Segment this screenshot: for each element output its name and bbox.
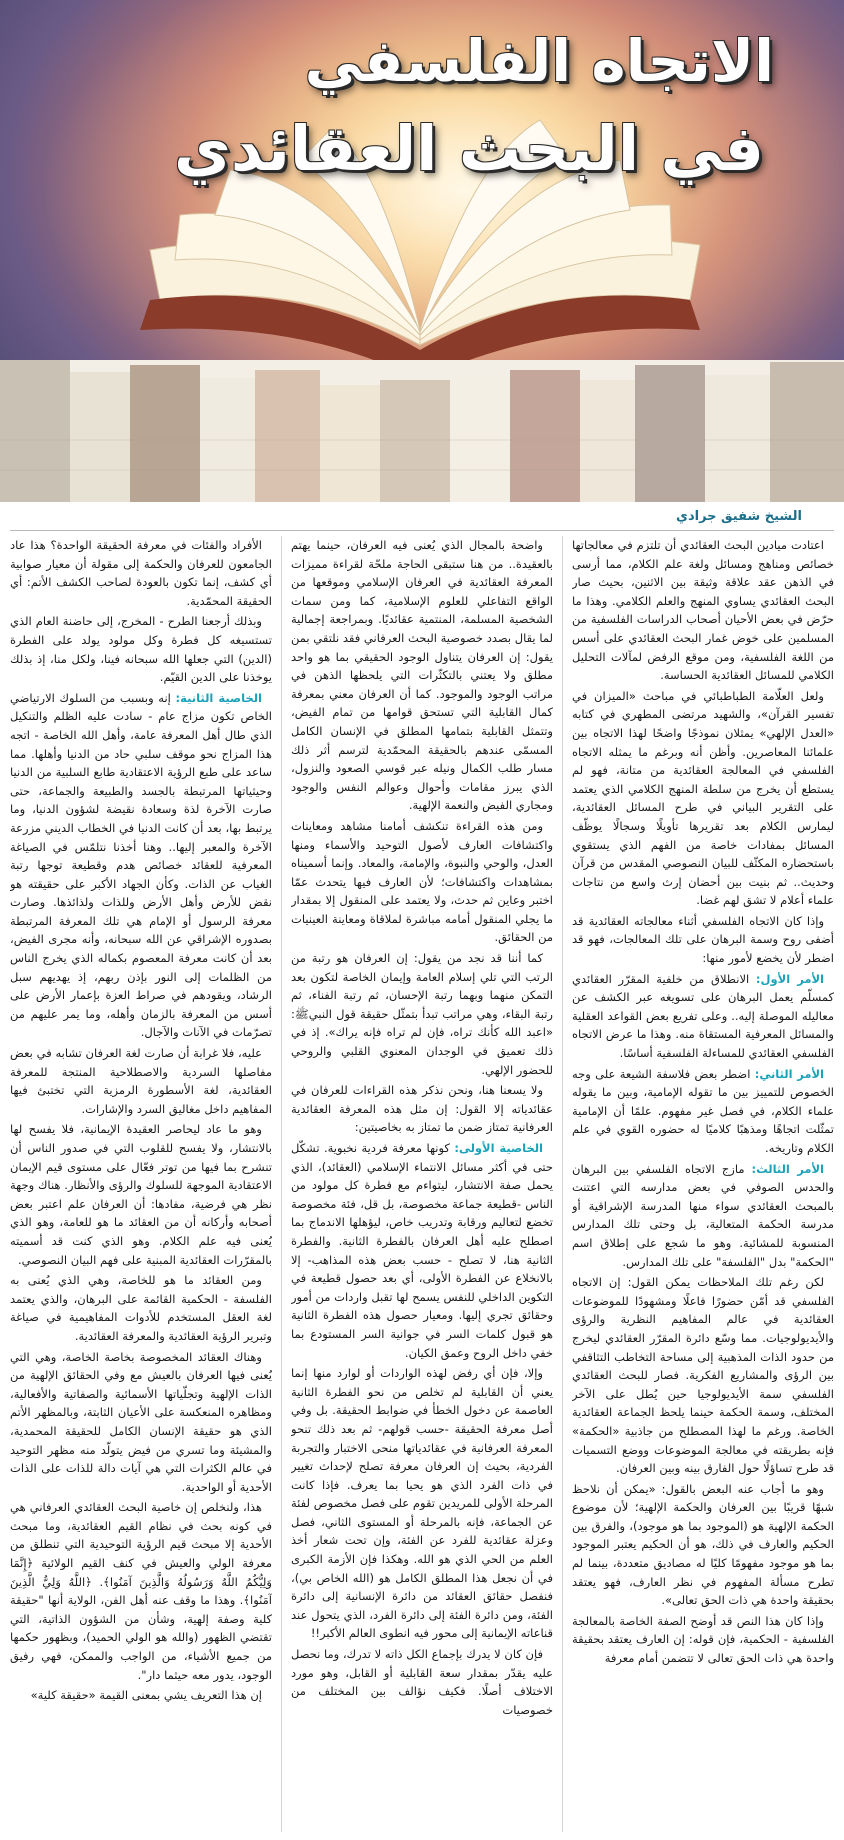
column-left (10, 536, 272, 1832)
paragraph (10, 689, 272, 1042)
paragraph: وبذلك أرجعنا الطرح - المخرج، إلى حاضنة العام الذي تستسيغه كل فطرة وكل مولود يولد على الفطرة (الدين) التي جعلها الله سبحانه فينا، ولكل منا، إذ بذلك يوخذنا على الدين القيّم. (10, 614, 272, 685)
headline-line-2: في البحث العقائدي (174, 112, 764, 185)
paragraph: ومن العقائد ما هو للخاصة، وهي الذي يُعنى به الفلسفة - الحكمية القائمة على البرهان، والذي يعتمد لغة العقل المستخدم للأدوات المفاهيمية في صياغة وتبرير الرؤية العقائدية والمعرفة العقائدية. (10, 1273, 272, 1343)
subheading: الأمر الأول: (755, 971, 824, 986)
paragraph: وهو ما عاد ليحاصر العقيدة الإيمانية، فلا يفسح لها بالانتشار، ولا يفسح للقلوب التي في صدور الناس أن تنشرح بما فيها من توتر فعّال على مستوى قيم الإيمان الاعتقادية الموجهة للسلوك والرؤى والأنظار. هناك وجهة نظر هي فرضية، مفادها: أن العرفان علم اعتبر بعض أصحابه وأركانه أن من العقائد ما هو للعامة، وهو الذي يُعنى فيه علم الكلام. وهو الذي كنت قد أسميته بالمقرّرات العقائدية المبنية على فهم البيان النصوصي. (10, 1122, 272, 1267)
paragraph: الأفراد والفئات في معرفة الحقيقة الواحدة؟ هذا عاد الجامعون للعرفان والحكمة إلى مقولة أن معيار صوابية أي كشف، إنما تكون بالعودة لصاحب الكشف الأتم: أي الحقيقة المحمّدية. (10, 538, 272, 608)
paragraph: وإذا كان الاتجاه الفلسفي أثناء معالجاته العقائدية قد أضفى روح وسمة البرهان على تلك المعالجات، فهو قد اضطر لأن يخضع لأمور منها: (572, 913, 834, 966)
column-divider (281, 536, 282, 1832)
hero-banner (0, 0, 844, 502)
subheading: الخاصية الثانية: (175, 690, 262, 705)
book-spines (0, 360, 844, 502)
paragraph (291, 1139, 553, 1362)
paragraph-text: كونها معرفة فردية نخبوية. تشكّل حتى في أكثر مسائل الانتماء الإسلامي (العقائد)، الذي يحمل صفة الانتشار، ليتواءم مع فطرة كل مولود من الناس -قطيعة جماعة مخصوصة، بل قل، فئة مخصوصة تخضع لتعاليم ورقابة وتدريب خاص، ليؤهلها الاندماج بما اصطلح عليه أهل العرفان بالفطرة الثانية. والفطرة الثانية هنا، لا تصلح - حسب بعض هذه المذاهب- إلا بالانخلاع عن الفطرة الأولى، أي بعد حصول قطيعة في التكوين الداخلي للنفس يسمح لها تقبل واردات من أمور وحقائق تجري إليها. ومعيار حصول هذه الفطرة الثانية هو قبول كلمات السر في جوانية السر المستودع بما خفي داخل الروح وعمق الكيان. (291, 1141, 553, 1360)
paragraph: لكن رغم تلك الملاحظات يمكن القول: إن الاتجاه الفلسفي قد أمّن حضورًا فاعلًا ومشهودًا للموضوعات العقائدية في عالم المفاهيم النظرية والرؤى والأيديولوجيات. مما وسّع دائرة المقرّر العقائدي ليخرج من حدود الذات المذهبية إلى مساحة التخاطب التثاقفي بين الرؤى والمشاريع الفكرية. فصار للبحث العقائدي الفلسفي سمة الأيديولوجيا حين يُطل على الآخر المختلف، وسمة الحكمة حينما يلحظ الجماعة العقائدية الخاصة. ورغم ما لهذا المصطلح من جاذبية «الحكمة» فإنه بطريقته في معالجة الموضوعات ووضع التسميات قد طرح تساؤلًا حول الفارق بينه وبين العرفان. (572, 1275, 834, 1476)
byline-bar (10, 508, 834, 531)
paragraph: عليه، فلا غرابة أن صارت لغة العرفان تشابه في بعض مفاصلها السردية والاصطلاحية المنتجة للمعرفة العقائدية، لغة الأسطورة الرمزية التي تختبئ فيها المفاهيم داخل مغاليق السرد والإشارات. (10, 1046, 272, 1116)
subheading: الأمر الثالث: (751, 1161, 824, 1176)
paragraph: وإذا كان هذا النص قد أوضح الصفة الخاصة بالمعالجة الفلسفية - الحكمية، فإن قوله: إن العارف يعتقد بحقيقة واحدة هي ذات الحق تعالى لا تتضمن أمام معرفة (572, 1613, 834, 1666)
subheading: الأمر الثاني: (754, 1066, 824, 1081)
column-middle (291, 536, 553, 1832)
paragraph-text: إنه وبسبب من السلوك الارتياضي الخاص تكون مزاج عام - سادت عليه الظلم والتنكيل الذي طال أهل المعرفة عامة، وأهل الله الخاصة - اتجه هذا المزاج نحو موقف سلبي حاد من الدنيا وأهلها. مما ساعد على طبع الرؤية الاعتقادية طابع السلبية من الدنيا وحيثياتها المرتبطة بالجسد والطبيعة والجماعة، حتى صارت الآخرة لذة وسعادة نقيضة لشؤون الدنيا، وما يرتبط بها، بعد أن كانت الدنيا في الخطاب الديني مزرعة الآخرة والمعبر إليها.. وهنا أخذنا نتلمّس في الصياغة المعرفية للعقائد خصائص هدم وقطيعة توجها رتبة الغياب عن الذات. وكأن الجهاد الأكبر على حقيقته هو نقض للأرض وأهل الأرض وللذات ولذائذها. وصارت معرفة الرسول أو الإمام هي تلك المعرفة المرتبطة بصدوره الإشراقي عن الله سبحانه، وأنه مجرى الفيض، بعد أن كانت معرفة المعصوم بكماله الذي يخرج الناس من الظلمات إلى النور بإذن ربهم، إذ يهديهم سبل الرشاد، ويقودهم في صراط العزة بإعمار الأرض على أسس من المعرفة بالزمان وأهله، وما يمر عليهم من تصرّمات في الآنات والآجال. (10, 690, 272, 1040)
author-name: الشيخ شفيق جرادي (676, 509, 802, 524)
subheading: الخاصية الأولى: (454, 1141, 544, 1155)
paragraph: ولعل العلّامة الطباطبائي في مباحث «الميزان في تفسير القرآن»، والشهيد مرتضى المطهري في كتابه «العدل الإلهي» يمثلان نموذجًا واضحًا لهذا الاتجاه بين علمائنا المعاصرين. وأظن أنه وبرغم ما يمثله الاتجاه الفلسفي في المعالجة العقائدية من متانة، فهو لم يستطع أن يخرج من سلطة المنهج الكلامي الذي يعتمد على التقرير البياني في طرح المسائل العقائدية، ليمارس الكلام بعد تقريرها تأويلًا وسجالًا يوظّف المسائل بمفادات خاصة من الفهم الذي يستقوي باستحضاره المكثّف للبيان النصوصي المقدس من قرآن وحديث.. ثم بنيت بين أحضان إرث واسع من نتاجات علماء أعلام لا تشق لهم غضا. (572, 688, 834, 908)
paragraph: وهو ما أجاب عنه البعض بالقول: «يمكن أن نلاحظ شبهًا قريبًا بين العرفان والحكمة الإلهية؛ لأن موضوع الحكمة الإلهية هو (الموجود بما هو موجود)، والفرق بين الحكيم والعارف في ذلك، هو أن الحكيم يعتبر الموجود بما هو موجود مفهومًا كليًا له مصاديق متعددة، بينما لم تطرح مسألة المفهوم في نظر العارف، فهو يعتقد بحقيقة واحدة هي ذات الحق تعالى». (572, 1481, 834, 1608)
paragraph (572, 970, 834, 1063)
paragraph: كما أننا قد نجد من يقول: إن العرفان هو رتبة من الرتب التي تلي إسلام العامة وإيمان الخاصة لتكون بعد التمكن منهما وبهما رتبة الإحسان، ثم رتبة الفناء، ثم رتبة البقاء، وهي مراتب تبدأ بتمثّل حقيقة قول النبيﷺ: «اعبد الله كأنك تراه، فإن لم تراه فإنه يراك». إذ في ذلك تعميق في الوجدان المعنوي القلبي والروحي للحضور الإلهي. (291, 951, 553, 1077)
paragraph (572, 1160, 834, 1272)
paragraph: هذا، ولنخلص إن خاصية البحث العقائدي العرفاني هي في كونه بحث في نظام القيم العقائدية، وما مبحث الأحدية إلا مبحث قيم الرؤية التوحيدية التي تنطلق من معرفة الولي والعيش في كنف القيم الولائية ﴿إِنَّمَا وَلِيُّكُمُ اللَّهُ وَرَسُولُهُ وَالَّذِينَ آمَنُوا﴾. ﴿اللَّهُ وَلِيُّ الَّذِينَ آمَنُوا﴾. وهذا ما وقف عنه أهل الفن، الولاية أنها "حقيقة كلية وصفة إلهية، وشأن من الشؤون الذاتية، التي تقتضي الظهور (والله هو الولي الحميد)، وبظهور حكمها من جميع الأشياء، من الواجب والممكن، فهي رفيق الوجود، يدور معه حيثما دار". (10, 1500, 272, 1682)
paragraph: واضحة بالمجال الذي يُعنى فيه العرفان، حينما يهتم بالعقيدة.. من هنا ستبقى الحاجة ملحّة لقراءة مميزات المعرفة العقائدية في العرفان الإسلامي وموقعها من الواقع التفاعلي للعلوم الإسلامية، كما ومن سمات الشخصية المسلمة، المنتمية عقائديًا. وبمراجعة إجمالية لما يقال بصدد خصوصية البحث العرفاني فقد نلتقي بمن يقول: إن العرفان يتناول الوجود الحقيقي بما هو واحد مطلق ولا يعتني بالتكثّرات التي يلحظها الذهن في مراتب الوجود والموجود. كما أن العرفان معني بمعرفة كمال القابلية التي تستحق قوامها من تمام الفيض، وتتمثل القابلية بتمامها المطلق في الإنسان الكامل المسمّى عندهم بالحقيقة المحمّدية لترسم أثر ذلك مسار طلب الكمال ونيله عبر قوسي الصعود والنزول، الذي يبرز مقامات وأحوال وعوالم النفس والوجود ومجاري الفيض والنعمة الإلهية. (291, 538, 553, 813)
paragraph: فإن كان لا يدرك بإجماع الكل ذاته لا تدرك، وما نحصل عليه يقدّر بمقدار سعة القابلية أو القابل، وهو مورد الاختلاف أصلًا. فكيف نؤالف بين المختلف من خصوصيات (291, 1647, 553, 1717)
paragraph: ومن هذه القراءة تنكشف أمامنا مشاهد ومعاينات واكتشافات العارف لأصول التوحيد والأسماء ومنها العدل، والوحي والنبوة، والإمامة، والمعاد. وإنما أسميناه بمشاهدات واكتشافات؛ لأن العارف فيها يتحدث عمّا اختبر وعاين ثم حدث، ولا يعتمد على المنقول إلا بمقدار ما يجلي المنقول أمامه مباشرة لملاقاة ومعاينة العينيات من الحقائق. (291, 818, 553, 945)
column-divider (562, 536, 563, 1832)
paragraph: إن هذا التعريف يشي بمعنى القيمة «حقيقة كلية» (30, 1688, 262, 1703)
headline-line-1: الاتجاه الفلسفي (304, 27, 774, 95)
column-right (572, 536, 834, 1832)
paragraph-text: مازج الاتجاه الفلسفي بين البرهان والحدس الصوفي في بعض مدارسه التي اعتنت بالمبحث العقائدي سواء منها المدرسة الإشراقية أو مدرسة الحكمة المتعالية، بل وحتى تلك المدارس المنسوبة للمشائية. وهو ما شجع على إطلاق اسم "الحكمة" بدل "الفلسفة" على تلك المدارس. (572, 1161, 834, 1269)
paragraph-text: الانطلاق من خلفية المقرّر العقائدي كمسلّم يعمل البرهان على تسويغه عبر الكشف عن معاليله الموصلة إليه.. وعلى تفريع بعض القواعد العقلية والمسائل المعرفية المستقاة منه. وهذا ما عرض الاتجاه الفلسفي العقائدي للمساءلة الفلسفية أساسًا. (572, 971, 834, 1061)
paragraph: وإلا، فإن أي رفض لهذه الواردات أو لوارد منها إنما يعني أن القابلية لم تخلص من نحو الفطرة الثانية العاصمة عن دخول الخطأ في ضوابط الحقيقة. بل وفي أصل معرفة الحقيقة -حسب قولهم- ثم بعد ذلك تنحو المعرفة العرفانية في عقائدياتها منحى الاختبار والتجربة الفردية، بحيث إن العرفان معرفة تصلح لإحداث تغيير في ذات الفرد الذي هو يحيا بما يعرف. فإذا كانت المرحلة الأولى للمريدين تقوم على فصل مخصوص لفئة عن الجماعة، فإنه بالمرحلة أو المستوى الثاني، فصل وعزلة عقائدية للفرد عن الفئة، وإن تحت شعار أخذ العلم من الحي الذي هو الله. وهكذا فإن الأزمة الكبرى في أن نجعل هذا المطلق الكامل هو (الله الخاص بي)، فنفصل حقائق العقائد من دائرة الإنسانية إلى دائرة الفئة، ومن دائرة الفئة إلى دائرة الفرد، الذي يتحول عند قناعاته الإيمانية إلى محور فيه انطوى العالم الأكبر!! (291, 1366, 553, 1641)
paragraph-text: اضطر بعض فلاسفة الشيعة على وجه الخصوص للتمييز بين ما تقوله الإمامية، وبين ما يقوله علماء الكلام، في فصل غير مفهوم. علمًا أن الإمامية تمثّلت اتجاهًا ومذهبًا كلاميًا له حضوره القوي في علم الكلام وتاريخه. (572, 1066, 834, 1155)
paragraph: اعتادت ميادين البحث العقائدي أن تلتزم في معالجاتها خصائص ومناهج ومسائل ولغة علم الكلام، مما أرسى في الذهن عقد علاقة وثيقة بين الاثنين، بحيث صار البحث العقائدي يساوي المنهج والعلم الكلامي. وهذا ما حرّض في بعض الأحيان أصحاب الدراسات الفلسفية من المسلمين على خوض غمار البحث العقائدي على أسس من اللغة الفلسفية، ومن موقع الرفض لمآلات التحليل الكلامي للمسائل العقائدية الحساسة. (572, 538, 834, 683)
paragraph (572, 1065, 834, 1158)
paragraph: وهناك العقائد المخصوصة بخاصة الخاصة، وهي التي يُعنى فيها العرفان بالعيش مع وفي الحقائق الإلهية من الذات الإلهية وتجلّياتها الأسمائية والصفاتية والأفعالية، ومظاهره المنعكسة على الأعيان الثابتة، وبالمظهر الأتم الذي هو حقيقة الإنسان الكامل للحقيقة المحمدية، والمشيئة وما تسري من فيض يتولّد منه مظهر التوحيد في عالم الكثرات التي هي آيات دالة للذات على الذات الأحدية أو الواحدية. (10, 1349, 272, 1494)
article-body (10, 536, 834, 1832)
paragraph: ولا يسعنا هنا، ونحن نذكر هذه القراءات للعرفان في عقائدياته إلا القول: إن مثل هذه المعرفة العقائدية العرفانية تمتاز ضمن ما تمتاز به بخاصيتين: (291, 1083, 553, 1135)
